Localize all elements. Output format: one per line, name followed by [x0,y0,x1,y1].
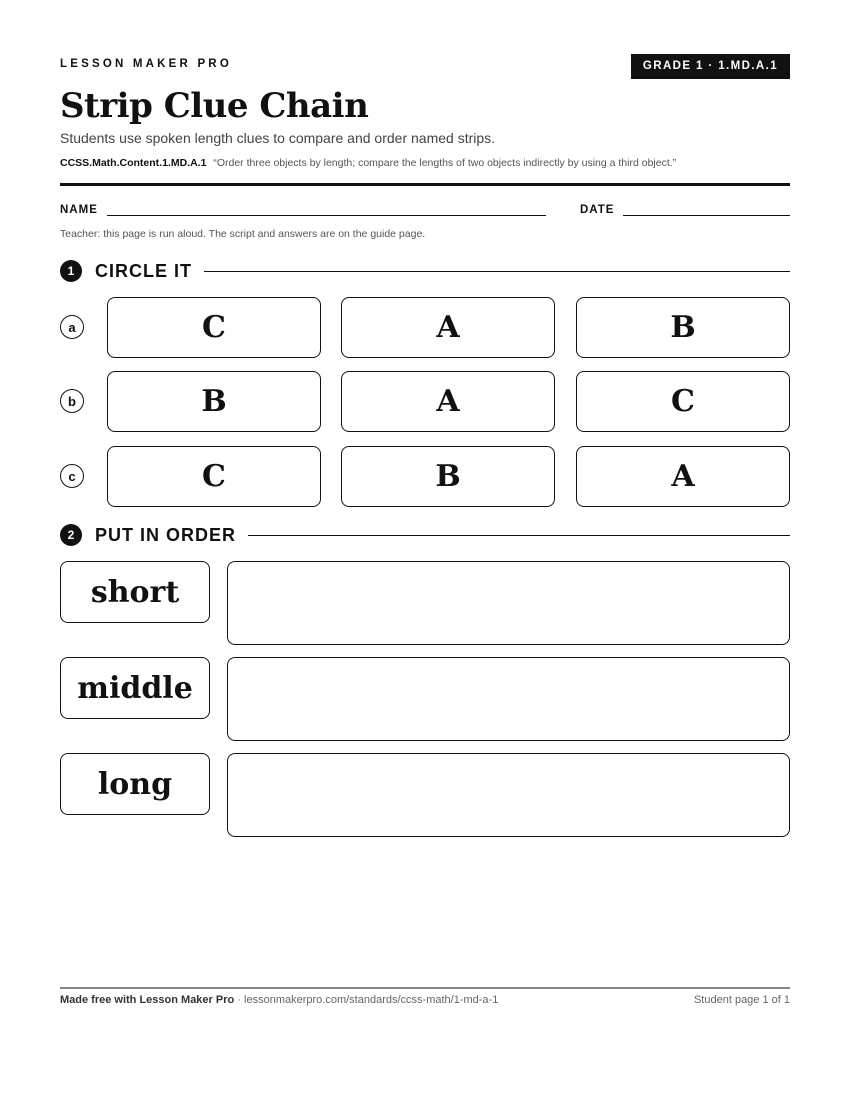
order-row-short [60,561,790,645]
word-card: short [60,561,210,623]
order-row-long [60,753,790,837]
date-line[interactable] [623,215,790,216]
name-line[interactable] [107,215,546,216]
page-title: Strip Clue Chain [60,86,369,126]
brand-name: LESSON MAKER PRO [60,58,232,70]
footer-url[interactable]: lessonmakerpro.com/standards/ccss-math/1-md-a-1 [244,994,499,1006]
section-rule [204,271,790,272]
section-number-badge: 2 [60,524,82,546]
section-title: CIRCLE IT [95,260,192,281]
footer [60,994,790,1006]
answer-box[interactable] [227,753,790,837]
section-number-badge: 1 [60,260,82,282]
standard-code: CCSS.Math.Content.1.MD.A.1 [60,157,207,169]
row-letter-badge: c [60,464,84,488]
standard-reference [60,157,676,169]
row-letter-badge: b [60,389,84,413]
section-rule [248,535,790,536]
header-divider [60,183,790,186]
standard-text: “Order three objects by length; compare the lengths of two objects indirectly by using a third object.” [213,157,677,169]
choice-card[interactable]: B [107,371,321,432]
choice-card[interactable]: B [341,446,555,507]
choice-card[interactable]: C [576,371,790,432]
circle-row-b [60,371,790,433]
page-subtitle: Students use spoken length clues to compare and order named strips. [60,130,496,146]
choice-card[interactable]: A [341,371,555,432]
choice-card[interactable]: A [576,446,790,507]
word-card: long [60,753,210,815]
row-letter-badge: a [60,315,84,339]
section-put-in-order-header [60,524,790,546]
circle-row-a [60,297,790,359]
name-label: NAME [60,204,98,216]
choice-card[interactable]: C [107,446,321,507]
date-label: DATE [580,204,615,216]
footer-divider [60,987,790,989]
footer-separator: · [237,994,245,1006]
choice-card[interactable]: C [107,297,321,358]
answer-box[interactable] [227,657,790,741]
grade-badge: GRADE 1 · 1.MD.A.1 [631,54,790,79]
footer-made-with: Made free with Lesson Maker Pro [60,994,235,1006]
order-row-middle [60,657,790,741]
choice-card[interactable]: B [576,297,790,358]
teacher-note: Teacher: this page is run aloud. The script and answers are on the guide page. [60,228,426,240]
answer-box[interactable] [227,561,790,645]
circle-row-c [60,446,790,508]
section-title: PUT IN ORDER [95,524,237,545]
word-card: middle [60,657,210,719]
page-number: Student page 1 of 1 [693,994,790,1006]
worksheet-page [60,0,790,1100]
choice-card[interactable]: A [341,297,555,358]
section-circle-it-header [60,260,790,282]
